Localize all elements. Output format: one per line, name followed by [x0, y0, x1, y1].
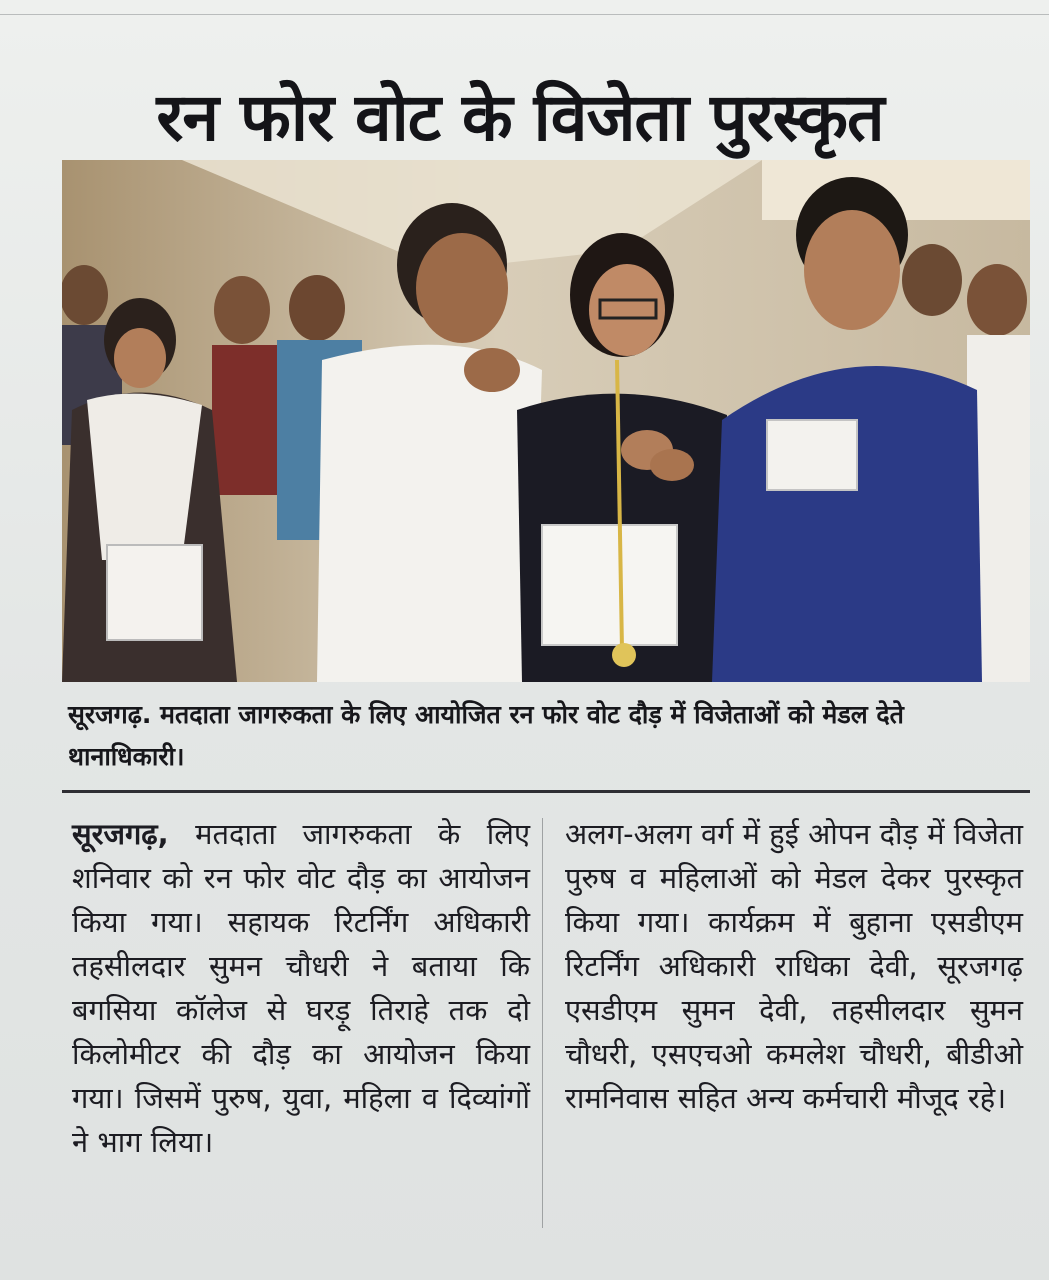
headline: रन फोर वोट के विजेता पुरस्कृत	[156, 79, 884, 156]
article-column-right	[565, 812, 1023, 1120]
section-rule	[62, 790, 1030, 793]
article-text-right: अलग-अलग वर्ग में हुई ओपन दौड़ में विजेता पुरुष व महिलाओं को मेडल देकर पुरस्कृत किया गया। कार्यक्रम में बुहाना एसडीएम रिटर्निंग अधिकारी राधिका देवी, सूरजगढ़ एसडीएम सुमन देवी, तहसीलदार सुमन चौधरी, एसएचओ कमलेश चौधरी, बीडीओ रामनिवास सहित अन्य कर्मचारी मौजूद रहे।	[565, 817, 1023, 1115]
article-column-left	[72, 812, 530, 1164]
photo-illustration	[62, 160, 1030, 682]
article-text-left: मतदाता जागरुकता के लिए शनिवार को रन फोर वोट दौड़ का आयोजन किया गया। सहायक रिटर्निंग अधिकारी तहसीलदार सुमन चौधरी ने बताया कि बगसिया कॉलेज से घरड़ू तिराहे तक दो किलोमीटर की दौड़ का आयोजन किया गया। जिसमें पुरुष, युवा, महिला व दिव्यांगों ने भाग लिया।	[72, 817, 530, 1159]
medal-ceremony-photo	[62, 160, 1030, 682]
photo-caption: सूरजगढ़. मतदाता जागरुकता के लिए आयोजित रन फोर वोट दौड़ में विजेताओं को मेडल देते थानाधिकारी।	[68, 700, 904, 771]
column-divider	[542, 818, 543, 1228]
dateline: सूरजगढ़,	[72, 817, 169, 851]
top-rule	[0, 0, 1049, 15]
